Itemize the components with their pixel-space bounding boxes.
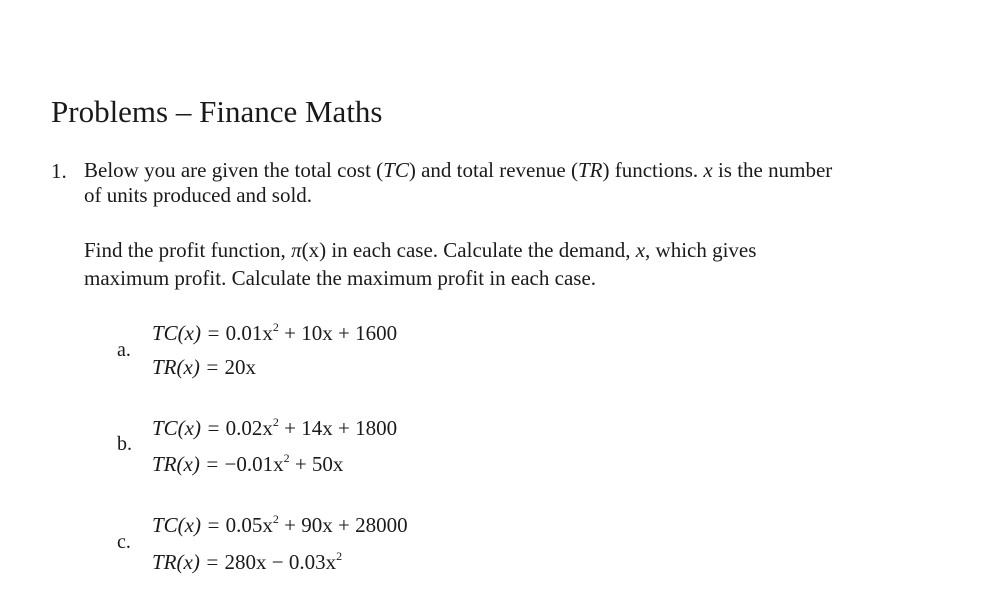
case-label-a: a. [117,339,131,361]
tc-rest: + 10x + 1600 [278,321,398,345]
tc-exponent: 2 [272,320,279,334]
problem-task [84,236,844,292]
tc-coef: 0.05x [225,513,273,537]
tr-exponent: 2 [336,549,343,563]
intro-text-middle: ) and total revenue ( [408,158,578,182]
tr-rest: + 50x [289,452,344,476]
case-label-c: c. [117,531,131,553]
intro-text-start: Below you are given the total cost ( [84,158,384,182]
tr-abbreviation: TR [577,158,603,182]
tc-rest: + 90x + 28000 [278,513,408,537]
tc-coef: 0.01x [225,321,273,345]
tc-exponent: 2 [272,415,279,429]
problem-number: 1. [51,159,67,183]
case-label-b: b. [117,433,132,455]
case-a-total-cost [152,320,397,346]
task-text-end: , which gives maximum profit. Calculate the maximum profit in each case. [84,238,757,290]
tc-abbreviation: TC [383,158,409,182]
task-text-start: Find the profit function, [84,238,292,262]
tr-coef: −0.01x [224,452,284,476]
task-x-variable: x [635,238,646,262]
tr-lhs: TR(x) = [152,550,225,574]
intro-text-end: is the number of units produced and sold. [84,158,833,207]
tc-coef: 0.02x [225,416,273,440]
pi-symbol: π [291,238,302,262]
tr-lhs: TR(x) = [152,452,225,476]
task-text-middle: in each case. Calculate the demand, [326,238,636,262]
intro-text-after-tr: ) functions. [602,158,704,182]
case-c-total-revenue [152,549,342,575]
tc-lhs: TC(x) = [152,416,226,440]
tr-coef: 280x − 0.03x [224,550,337,574]
problem-intro [84,158,844,208]
tr-exponent: 2 [283,451,290,465]
tc-lhs: TC(x) = [152,321,226,345]
tr-lhs: TR(x) = [152,355,225,379]
tr-expr: 20x [224,355,256,379]
tc-lhs: TC(x) = [152,513,226,537]
case-a-total-revenue [152,354,256,380]
case-b-total-cost [152,415,397,441]
page-title: Problems – Finance Maths [51,94,383,129]
x-variable: x [703,158,713,182]
case-b-total-revenue [152,451,343,477]
case-c-total-cost [152,512,408,538]
pi-argument: (x) [301,238,327,262]
tc-exponent: 2 [272,512,279,526]
tc-rest: + 14x + 1800 [278,416,398,440]
